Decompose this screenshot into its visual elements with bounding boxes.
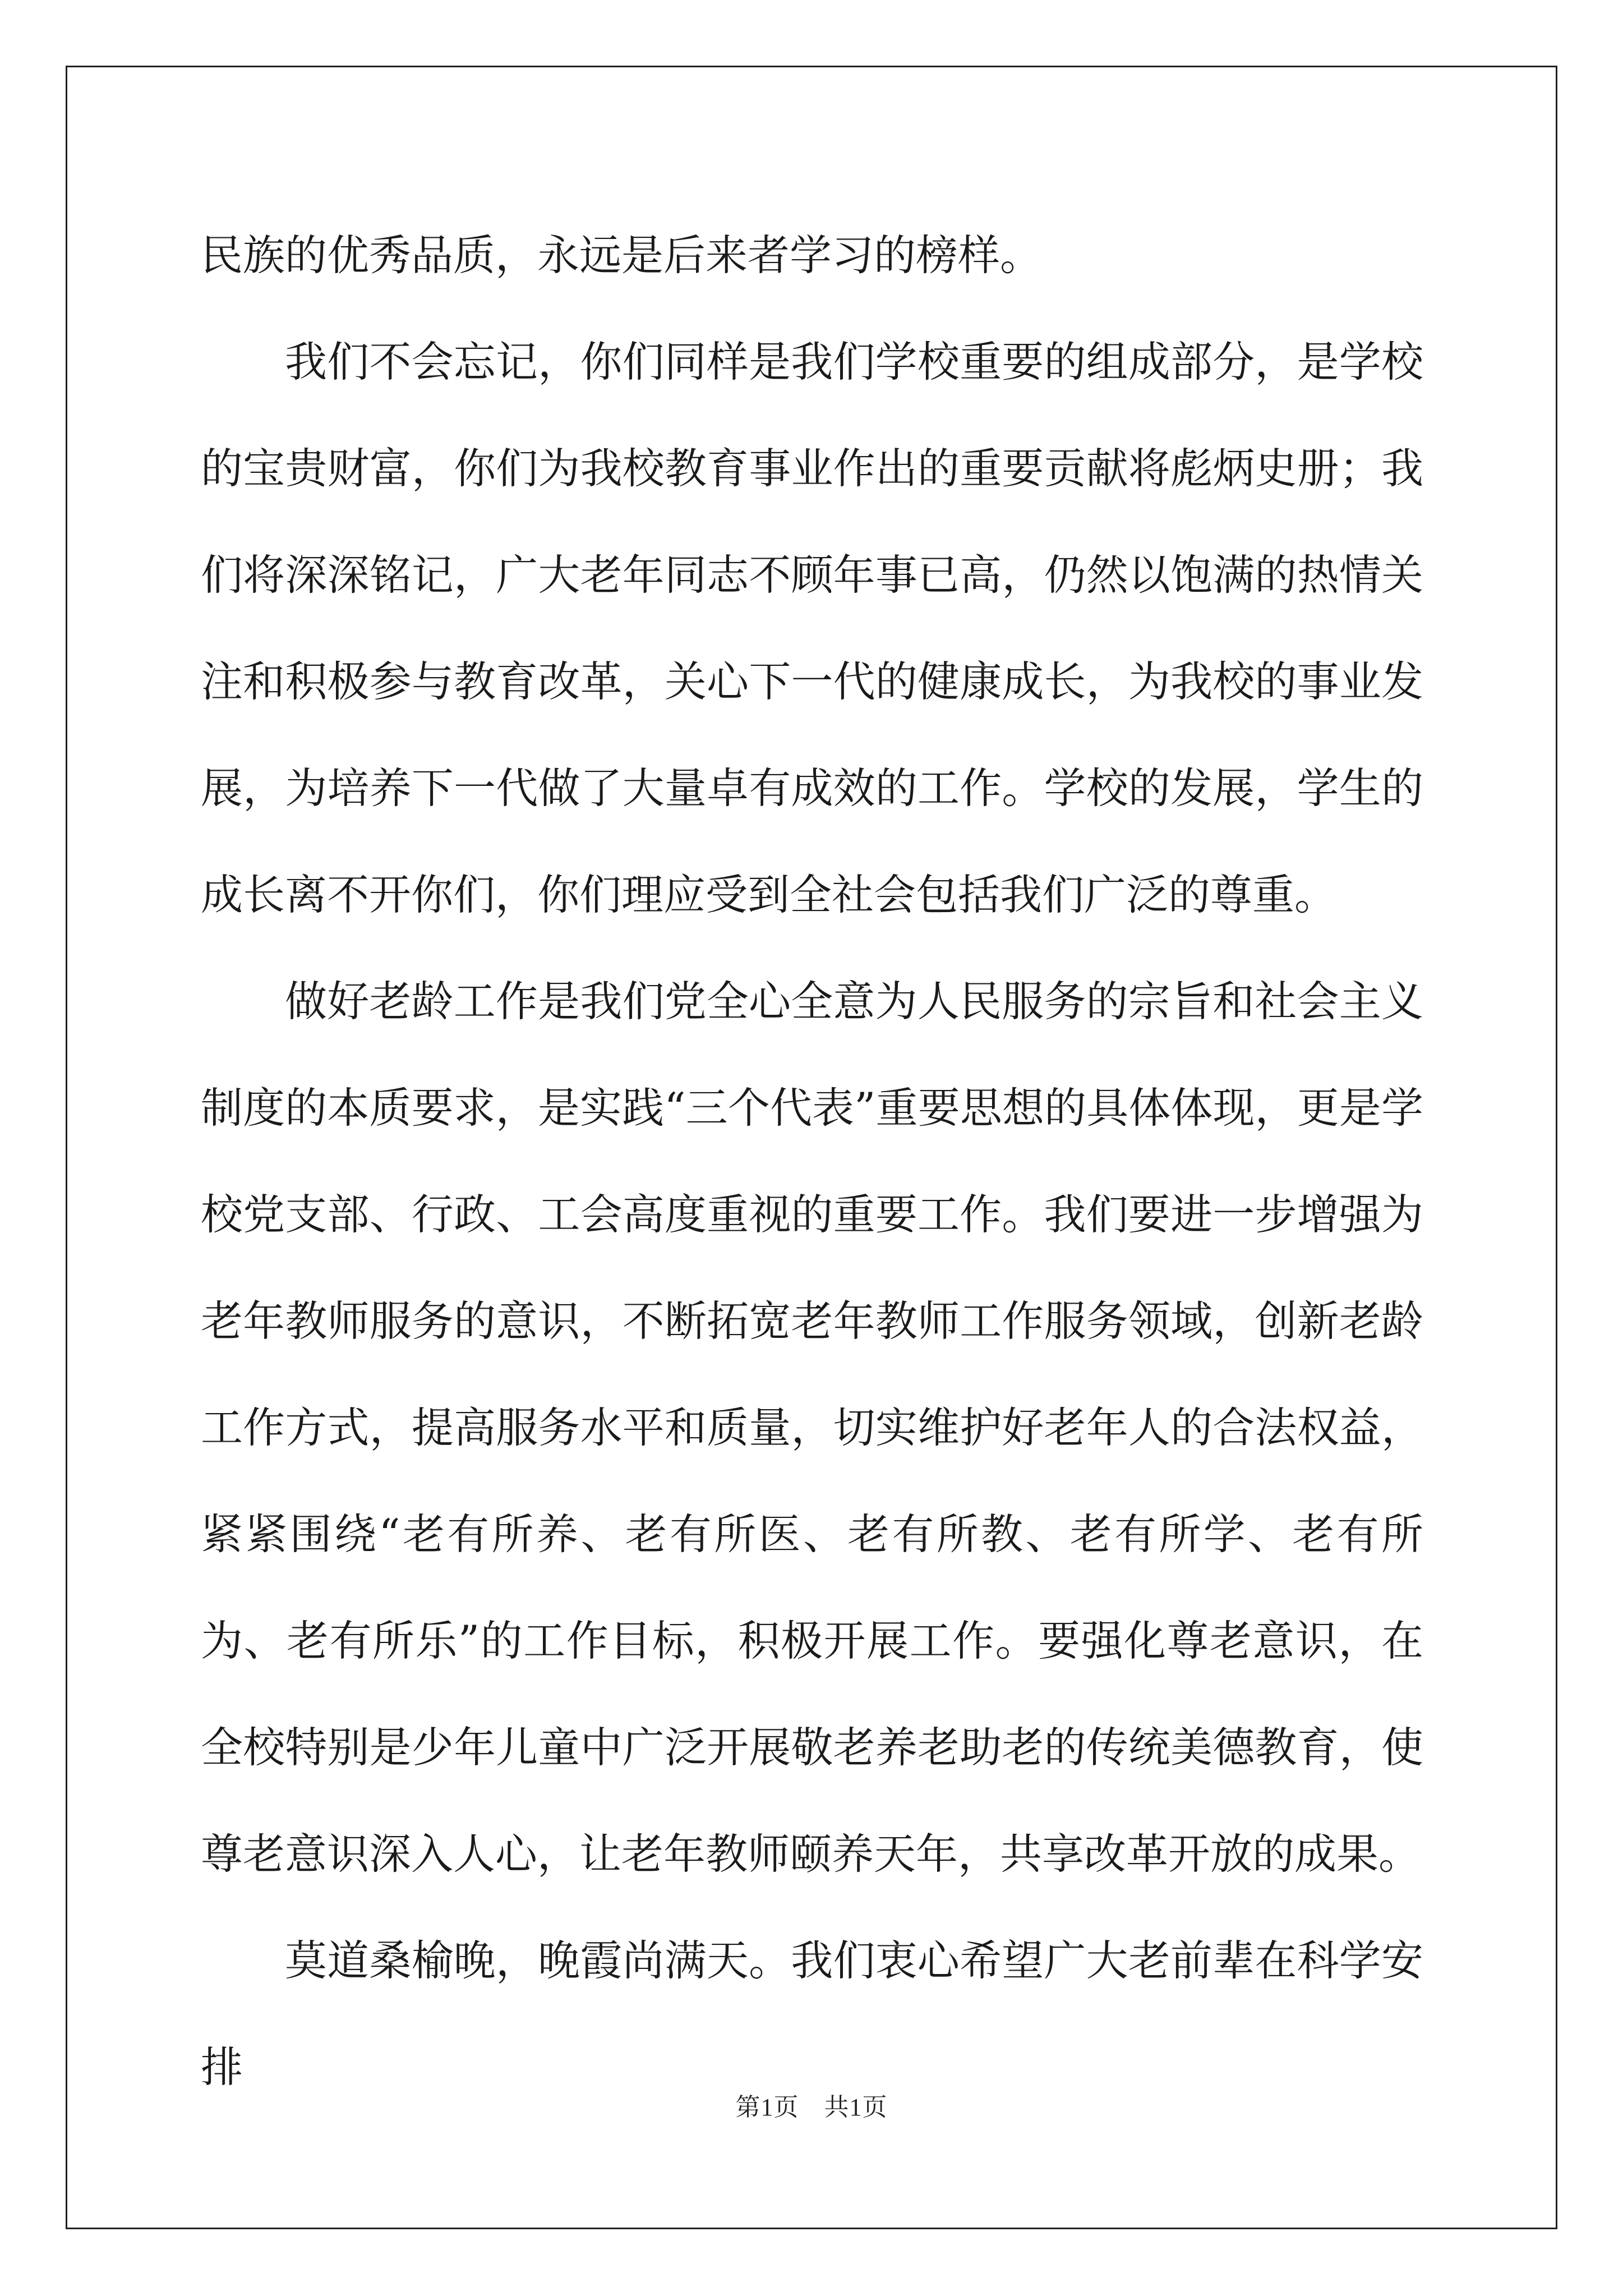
paragraph-continuation: 民族的优秀品质，永远是后来者学习的榜样。 (201, 231, 1043, 280)
paragraph-elderly-work: 做好老龄工作是我们党全心全意为人民服务的宗旨和社会主义制度的本质要求，是实践“三个代表”重要思想的具体体现，更是学校党支部、行政、工会高度重视的重要工作。我们要进一步增强为老年教师服务的意识，不断拓宽老年教师工作服务领域，创新老龄工作方式，提高服务水平和质量，切实维护好老年人的合法权益，紧紧围绕“老有所养、老有所医、老有所教、老有所学、老有所为、老有所乐”的工作目标，积极开展工作。要强化尊老意识，在全校特别是少年儿童中广泛开展敬老养老助老的传统美德教育，使尊老意识深入人心，让老年教师颐养天年，共享改革开放的成果。 (201, 977, 1423, 1879)
paragraph-closing-wishes: 莫道桑榆晚，晚霞尚满天。我们衷心希望广大老前辈在科学安排 (201, 1936, 1423, 2092)
page-number-footer: 第1页 共1页 (735, 2093, 888, 2121)
document-body (201, 202, 1423, 2120)
paragraph-retired-teachers-contribution: 我们不会忘记，你们同样是我们学校重要的组成部分，是学校的宝贵财富，你们为我校教育事业作出的重要贡献将彪炳史册；我们将深深铭记，广大老年同志不顾年事已高，仍然以饱满的热情关注和积极参与教育改革，关心下一代的健康成长，为我校的事业发展，为培养下一代做了大量卓有成效的工作。学校的发展，学生的成长离不开你们，你们理应受到全社会包括我们广泛的尊重。 (201, 337, 1423, 919)
